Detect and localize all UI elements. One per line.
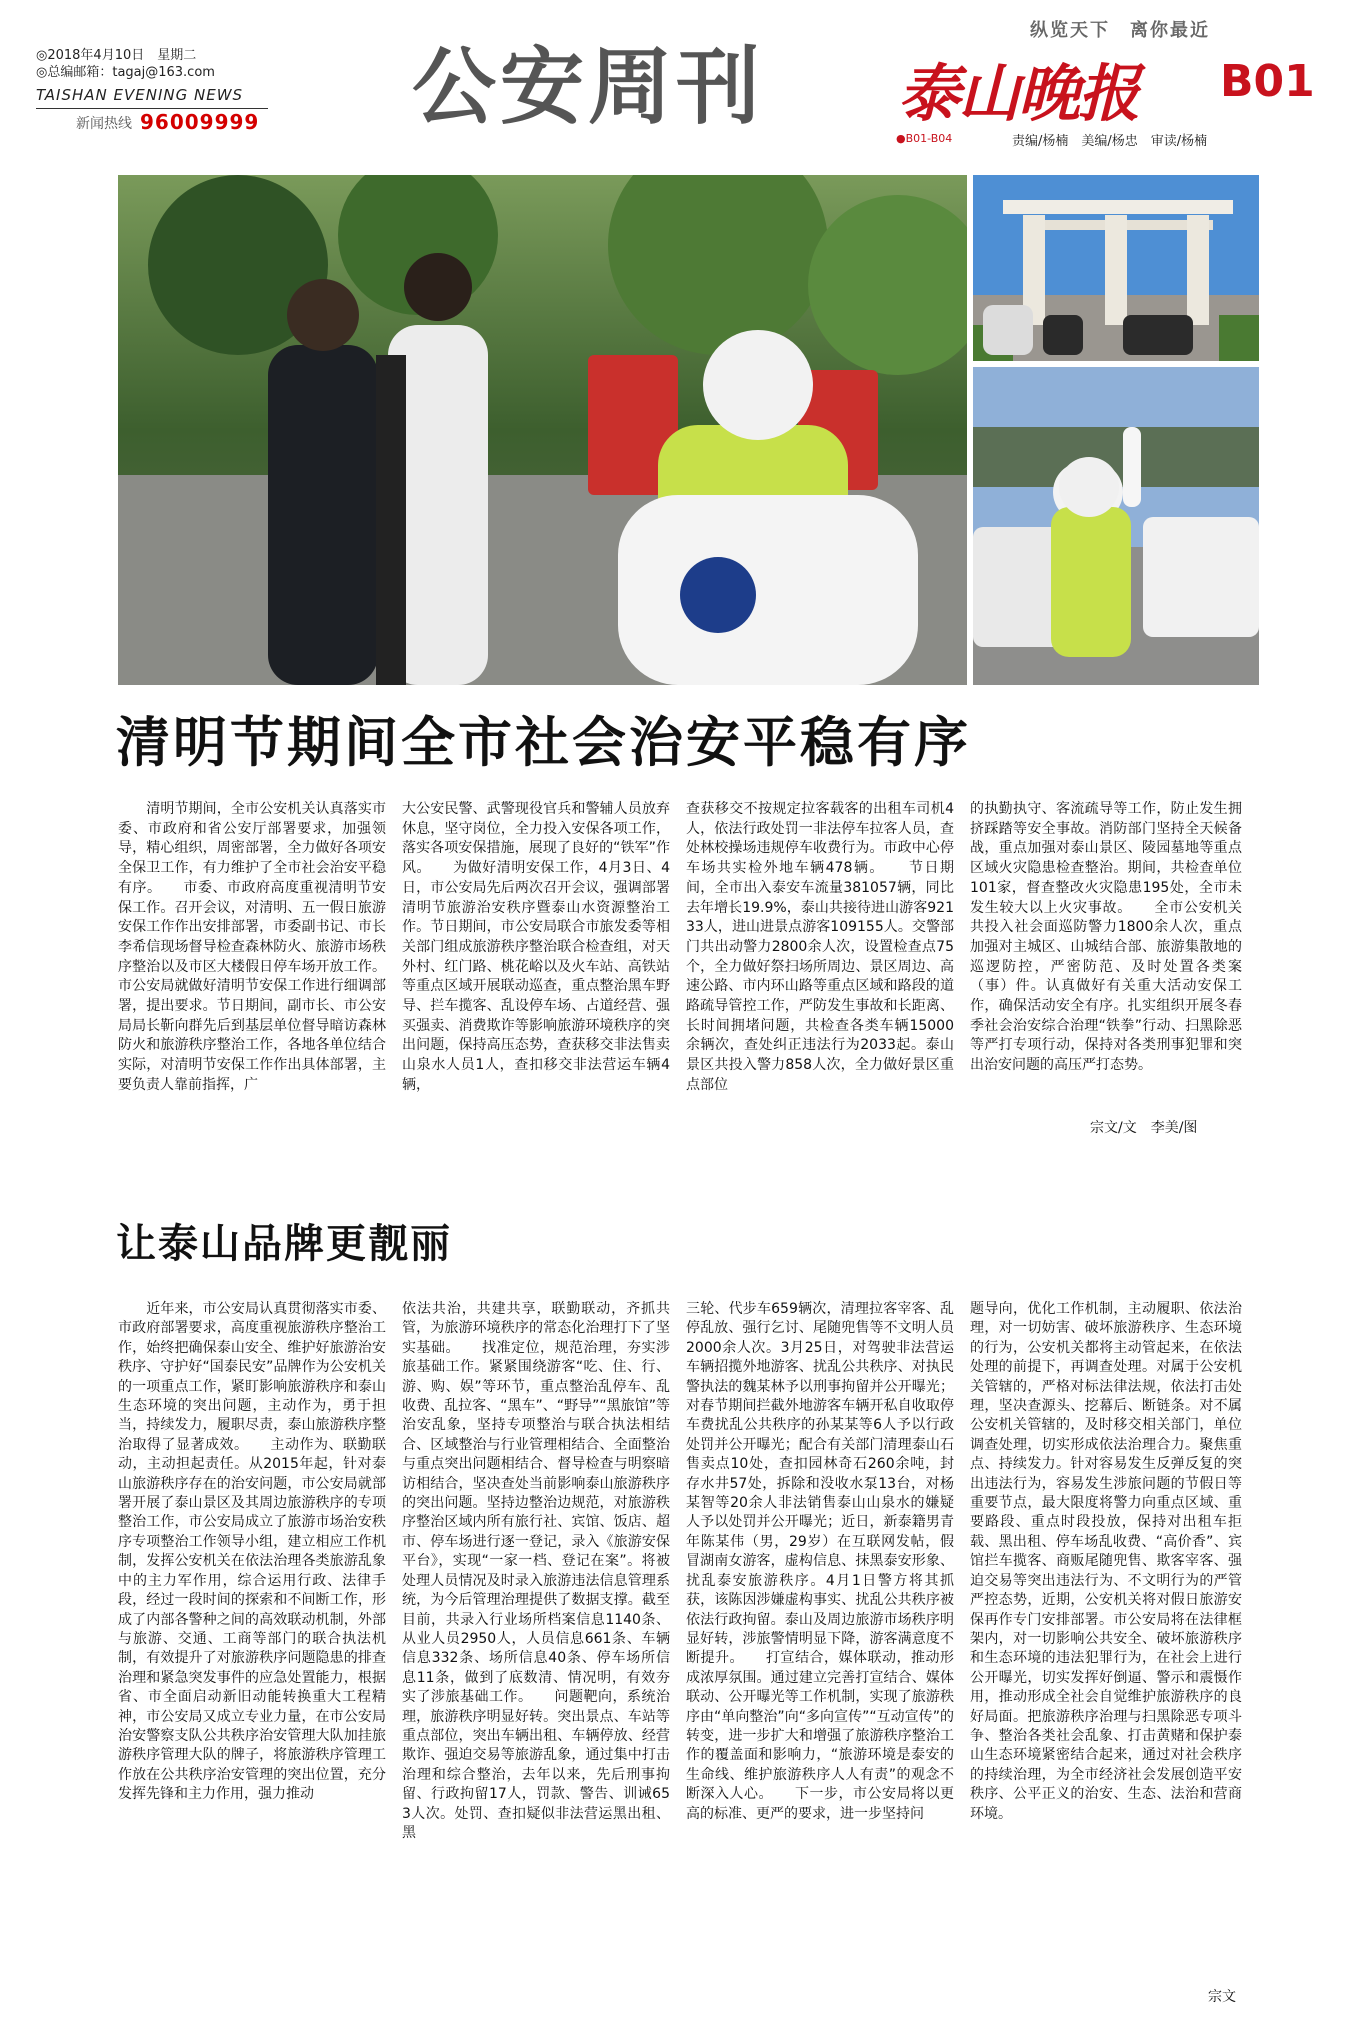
- hotline-label: 新闻热线: [76, 116, 132, 132]
- article2-column-4: 题导向，优化工作机制，主动履职、依法治理，对一切妨害、破坏旅游秩序、生态环境的行为，公安机关都将主动管起来，在依法处理的前提下，再调查处理。对属于公安机关管辖的，严格对标法律法规，依法打击处理，坚决查源头、挖幕后、断链条。对不属公安机关管辖的，及时移交相关部门，单位调查处理，切实形成依法治理合力。聚焦重点、持续发力。针对容易发生反弹反复的突出违法行为，容易发生涉旅问题的节假日等重要节点，最大限度将警力向重点区域、重要路段、重点时段投放，保持对出租车拒载、黑出租、停车场乱收费、“高价香”、宾馆拦车揽客、商贩尾随兜售、欺客宰客、强迫交易等突出违法行为、不文明行为的严管严控态势，近期，公安机关将对假日旅游安保再作专门安排部署。市公安局将在法律框架内，对一切影响公共安全、破坏旅游秩序和生态环境的违法犯罪行为，在社会上进行公开曝光，切实发挥好倒逼、警示和震慑作用，推动形成全社会自觉维护旅游秩序的良好局面。把旅游秩序治理与扫黑除恶专项斗争、整治各类社会乱象、打击黄赌和保护泰山生态环境紧密结合起来，通过对社会秩序的持续治理，为全市经济社会发展创造平安秩序、公平正义的治安、生态、法治和营商环境。: [970, 1301, 1242, 1822]
- brand-english-name: TAISHAN EVENING NEWS: [36, 86, 244, 104]
- newspaper-logo: 泰山晚报: [898, 57, 1139, 130]
- article1-column-2: 大公安民警、武警现役官兵和警辅人员放弃休息，坚守岗位，全力投入安保各项工作，落实各项安保措施，展现了良好的“铁军”作风。 为做好清明安保工作，4月3日、4日，市公安局先后两次召开会议，强调部署清明节旅游治安秩序暨泰山水资源整治工作。节日期间，市公安局联合市旅发委等相关部门组成旅游秩序整治联合检查组，对天外村、红门路、桃花峪以及火车站、高铁站等重点区域开展联动巡查，重点整治黑车野导、拦车揽客、乱设停车场、占道经营、强买强卖、消费欺诈等影响旅游环境秩序的突出问题，保持高压态势，查获移交非法售卖山泉水人员1人，查扣移交非法营运车辆4辆，: [402, 801, 670, 1093]
- section-title: 公安周刊: [412, 38, 765, 136]
- article2-credit: 宗文: [1208, 1989, 1236, 2005]
- article1-column-4: 的执勤执守、客流疏导等工作，防止发生拥挤踩踏等安全事故。消防部门坚持全天候备战，重点加强对泰山景区、陵园墓地等重点区域火灾隐患检查整治。期间，共检查单位101家，督查整改火灾隐患195处，全市未发生较大以上火灾事故。 全市公安机关共投入社会面巡防警力1800余人次，重点加强对主城区、山城结合部、旅游集散地的巡逻防控，严密防范、及时处置各类案（事）件。认真做好有关重大活动安保工作，确保活动安全有序。扎实组织开展冬春季社会治安综合治理“铁拳”行动、扫黑除恶等严打专项行动，保持对各类刑事犯罪和突出治安问题的高压严打态势。: [970, 801, 1242, 1074]
- masthead-rule: [36, 108, 268, 109]
- issue-date: ◎2018年4月10日 星期二: [36, 48, 197, 63]
- edition-range: ●B01-B04: [896, 132, 953, 145]
- article2-headline: 让泰山品牌更靓丽: [116, 1221, 452, 1267]
- article1-headline: 清明节期间全市社会治安平稳有序: [116, 711, 971, 774]
- main-photo: [118, 175, 967, 685]
- article2-column-3: 三轮、代步车659辆次，清理拉客宰客、乱停乱放、强行乞讨、尾随兜售等不文明人员2000余人次。3月25日，对驾驶非法营运车辆招揽外地游客、扰乱公共秩序、对执民警执法的魏某林予以刑事拘留并公开曝光；对春节期间拦截外地游客车辆开私自收取停车费扰乱公共秩序的孙某某等6人予以行政处罚并公开曝光；配合有关部门清理泰山石售卖点10处，查扣园林奇石260余吨，封存水井57处，拆除和没收水泵13台，对杨某智等20余人非法销售泰山山泉水的嫌疑人予以处罚并公开曝光；近日，新泰籍男青年陈某伟（男，29岁）在互联网发帖，假冒湖南女游客，虚构信息、抹黑泰安形象、扰乱泰安旅游秩序。4月1日警方将其抓获，该陈因涉嫌虚构事实、扰乱公共秩序被依法行政拘留。泰山及周边旅游市场秩序明显好转，涉旅警情明显下降，游客满意度不断提升。 打宣结合，媒体联动，推动形成浓厚氛围。通过建立完善打宣结合、媒体联动、公开曝光等工作机制，实现了旅游秩序由“单向整治”向“多向宣传”“互动宣传”的转变，进一步扩大和增强了旅游秩序整治工作的覆盖面和影响力，“旅游环境是泰安的生命线、维护旅游秩序人人有责”的观念不断深入人心。 下一步，市公安局将以更高的标准、更严的要求，进一步坚持问: [686, 1301, 954, 1822]
- hotline-number: 96009999: [140, 110, 260, 134]
- editor-email: ◎总编邮箱：tagaj@163.com: [36, 65, 215, 80]
- article2-column-2: 依法共治，共建共享，联勤联动，齐抓共管，为旅游环境秩序的常态化治理打下了坚实基础。 找准定位，规范治理，夯实涉旅基础工作。紧紧围绕游客“吃、住、行、游、购、娱”等环节，重点整治乱停车、乱收费、乱拉客、“黑车”、“野导”“黑旅馆”等治安乱象，坚持专项整治与联合执法相结合、区域整治与行业管理相结合、全面整治与重点突出问题相结合、督导检查与明察暗访相结合，坚决查处当前影响泰山旅游秩序的突出问题。坚持边整治边规范，对旅游秩序整治区域内所有旅行社、宾馆、饭店、超市、停车场进行逐一登记，录入《旅游安保平台》，实现“一家一档、登记在案”。将被处理人员情况及时录入旅游违法信息管理系统，为今后管理治理提供了数据支撑。截至目前，共录入行业场所档案信息1140条、从业人员2950人，人员信息661条、车辆信息332条、场所信息40条、停车场所信息11条，做到了底数清、情况明，有效夯实了涉旅基础工作。 问题靶向，系统治理，旅游秩序明显好转。突出景点、车站等重点部位，突出车辆出租、车辆停放、经营欺诈、强迫交易等旅游乱象，通过集中打击治理和综合整治，去年以来，先后刑事拘留、行政拘留17人，罚款、警告、训诫653人次。处罚、查扣疑似非法营运黑出租、黑: [402, 1301, 670, 1841]
- top-right-photo: [973, 175, 1259, 361]
- bottom-right-photo: [973, 367, 1259, 685]
- article1-column-1: 清明节期间，全市公安机关认真落实市委、市政府和省公安厅部署要求，加强领导，精心组织，周密部署，全力做好各项安全保卫工作，有力维护了全市社会治安平稳有序。 市委、市政府高度重视清明节安保工作。召开会议，对清明、五一假日旅游安保工作作出安排部署，市委副书记、市长李希信现场督导检查森林防火、旅游市场秩序整治以及市区大楼假日停车场开放工作。市公安局就做好清明节安保工作进行细调部署，提出要求。节日期间，副市长、市公安局局长靳向群先后到基层单位督导暗访森林防火和旅游秩序整治工作，各地各单位结合实际，对清明节安保工作作出具体部署，主要负责人靠前指挥，广: [118, 801, 386, 1093]
- editors-line: 责编/杨楠 美编/杨忠 审读/杨楠: [1012, 134, 1208, 149]
- article1-column-3: 查获移交不按规定拉客载客的出租车司机4人，依法行政处罚一非法停车拉客人员，查处林校操场违规停车收费行为。市政中心停车场共实检外地车辆478辆。 节日期间，全市出入泰安车流量381057辆，同比去年增长19.9%，泰山共接待进山游客92133人，进山进景点游客109155人。交警部门共出动警力2800余人次，设置检查点75个，全力做好祭扫场所周边、景区周边、高速公路、市内环山路等重点区域和路段的道路疏导管控工作，严防发生事故和长距离、长时间拥堵问题，共检查各类车辆15000余辆次，查处纠正违法行为2033起。泰山景区共投入警力858人次，全力做好景区重点部位: [686, 801, 954, 1093]
- slogan: 纵览天下 离你最近: [1030, 20, 1210, 41]
- article2-column-1: 近年来，市公安局认真贯彻落实市委、市政府部署要求，高度重视旅游秩序整治工作，始终把确保泰山安全、维护好旅游治安秩序、守护好“国泰民安”品牌作为公安机关的一项重点工作，紧盯影响旅游秩序和泰山生态环境的突出问题，主动作为，勇于担当，持续发力，履职尽责，泰山旅游秩序整治取得了显著成效。 主动作为、联勤联动，主动担起责任。从2015年起，针对泰山旅游秩序存在的治安问题，市公安局就部署开展了泰山景区及其周边旅游秩序的专项整治工作，市公安局成立了旅游市场治安秩序专项整治工作领导小组，建立相应工作机制，发挥公安机关在依法治理各类旅游乱象中的主力军作用，综合运用行政、法律手段，经过一段时间的探索和不间断工作，形成了内部各警种之间的高效联动机制，外部与旅游、交通、工商等部门的联合执法机制，有效提升了对旅游秩序问题隐患的排查治理和紧急突发事件的应急处置能力，根据省、市全面启动新旧动能转换重大工程精神，市公安局又成立专业力量，在市公安局治安警察支队公共秩序治安管理大队加挂旅游秩序管理大队的牌子，将旅游秩序管理工作放在公共秩序治安管理的突出位置，充分发挥先锋和主力作用，强力推动: [118, 1301, 386, 1803]
- page-number: B01: [1220, 56, 1315, 107]
- article1-credit: 宗文/文 李美/图: [1090, 1120, 1198, 1136]
